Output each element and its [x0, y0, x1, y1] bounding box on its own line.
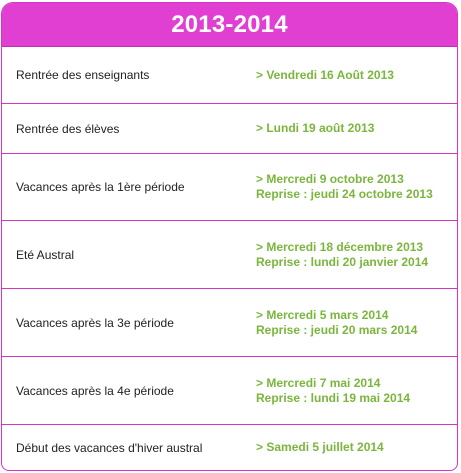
- date-line: > Mercredi 5 mars 2014: [256, 307, 389, 322]
- table-row: [2, 154, 457, 221]
- date-line: > Vendredi 16 Août 2013: [256, 67, 394, 82]
- date-line: > Mercredi 18 décembre 2013: [256, 239, 424, 254]
- row-dates: [256, 440, 457, 455]
- table-row: [2, 289, 457, 357]
- row-dates: [256, 121, 457, 136]
- table-row: [2, 357, 457, 425]
- row-label: Eté Austral: [16, 247, 75, 262]
- row-dates: [256, 376, 457, 406]
- reprise-line: Reprise : jeudi 20 mars 2014: [256, 322, 418, 337]
- calendar-header: [2, 3, 457, 47]
- row-label: Vacances après la 1ère période: [16, 180, 185, 194]
- date-line: > Mercredi 9 octobre 2013: [256, 172, 404, 186]
- reprise-line: Reprise : lundi 20 janvier 2014: [256, 254, 429, 269]
- row-label: Vacances après la 4e période: [16, 383, 174, 398]
- date-line: > Samedi 5 juillet 2014: [256, 440, 384, 454]
- date-line: > Lundi 19 août 2013: [256, 121, 375, 135]
- row-label: Vacances après la 3e période: [16, 315, 174, 330]
- table-row: [2, 425, 457, 470]
- date-line: > Mercredi 7 mai 2014: [256, 375, 381, 390]
- row-dates: [256, 240, 457, 270]
- table-row: [2, 47, 457, 104]
- table-row: [2, 221, 457, 289]
- row-label: Début des vacances d'hiver austral: [16, 440, 203, 455]
- table-row: [2, 104, 457, 154]
- row-dates: [256, 308, 457, 338]
- school-calendar-table: [1, 2, 458, 471]
- calendar-title: 2013-2014: [171, 10, 288, 38]
- row-dates: [256, 68, 457, 83]
- row-dates: [256, 172, 457, 202]
- row-label: Rentrée des élèves: [16, 121, 120, 136]
- reprise-line: Reprise : jeudi 24 octobre 2013: [256, 187, 433, 201]
- reprise-line: Reprise : lundi 19 mai 2014: [256, 390, 411, 405]
- row-label: Rentrée des enseignants: [16, 68, 150, 82]
